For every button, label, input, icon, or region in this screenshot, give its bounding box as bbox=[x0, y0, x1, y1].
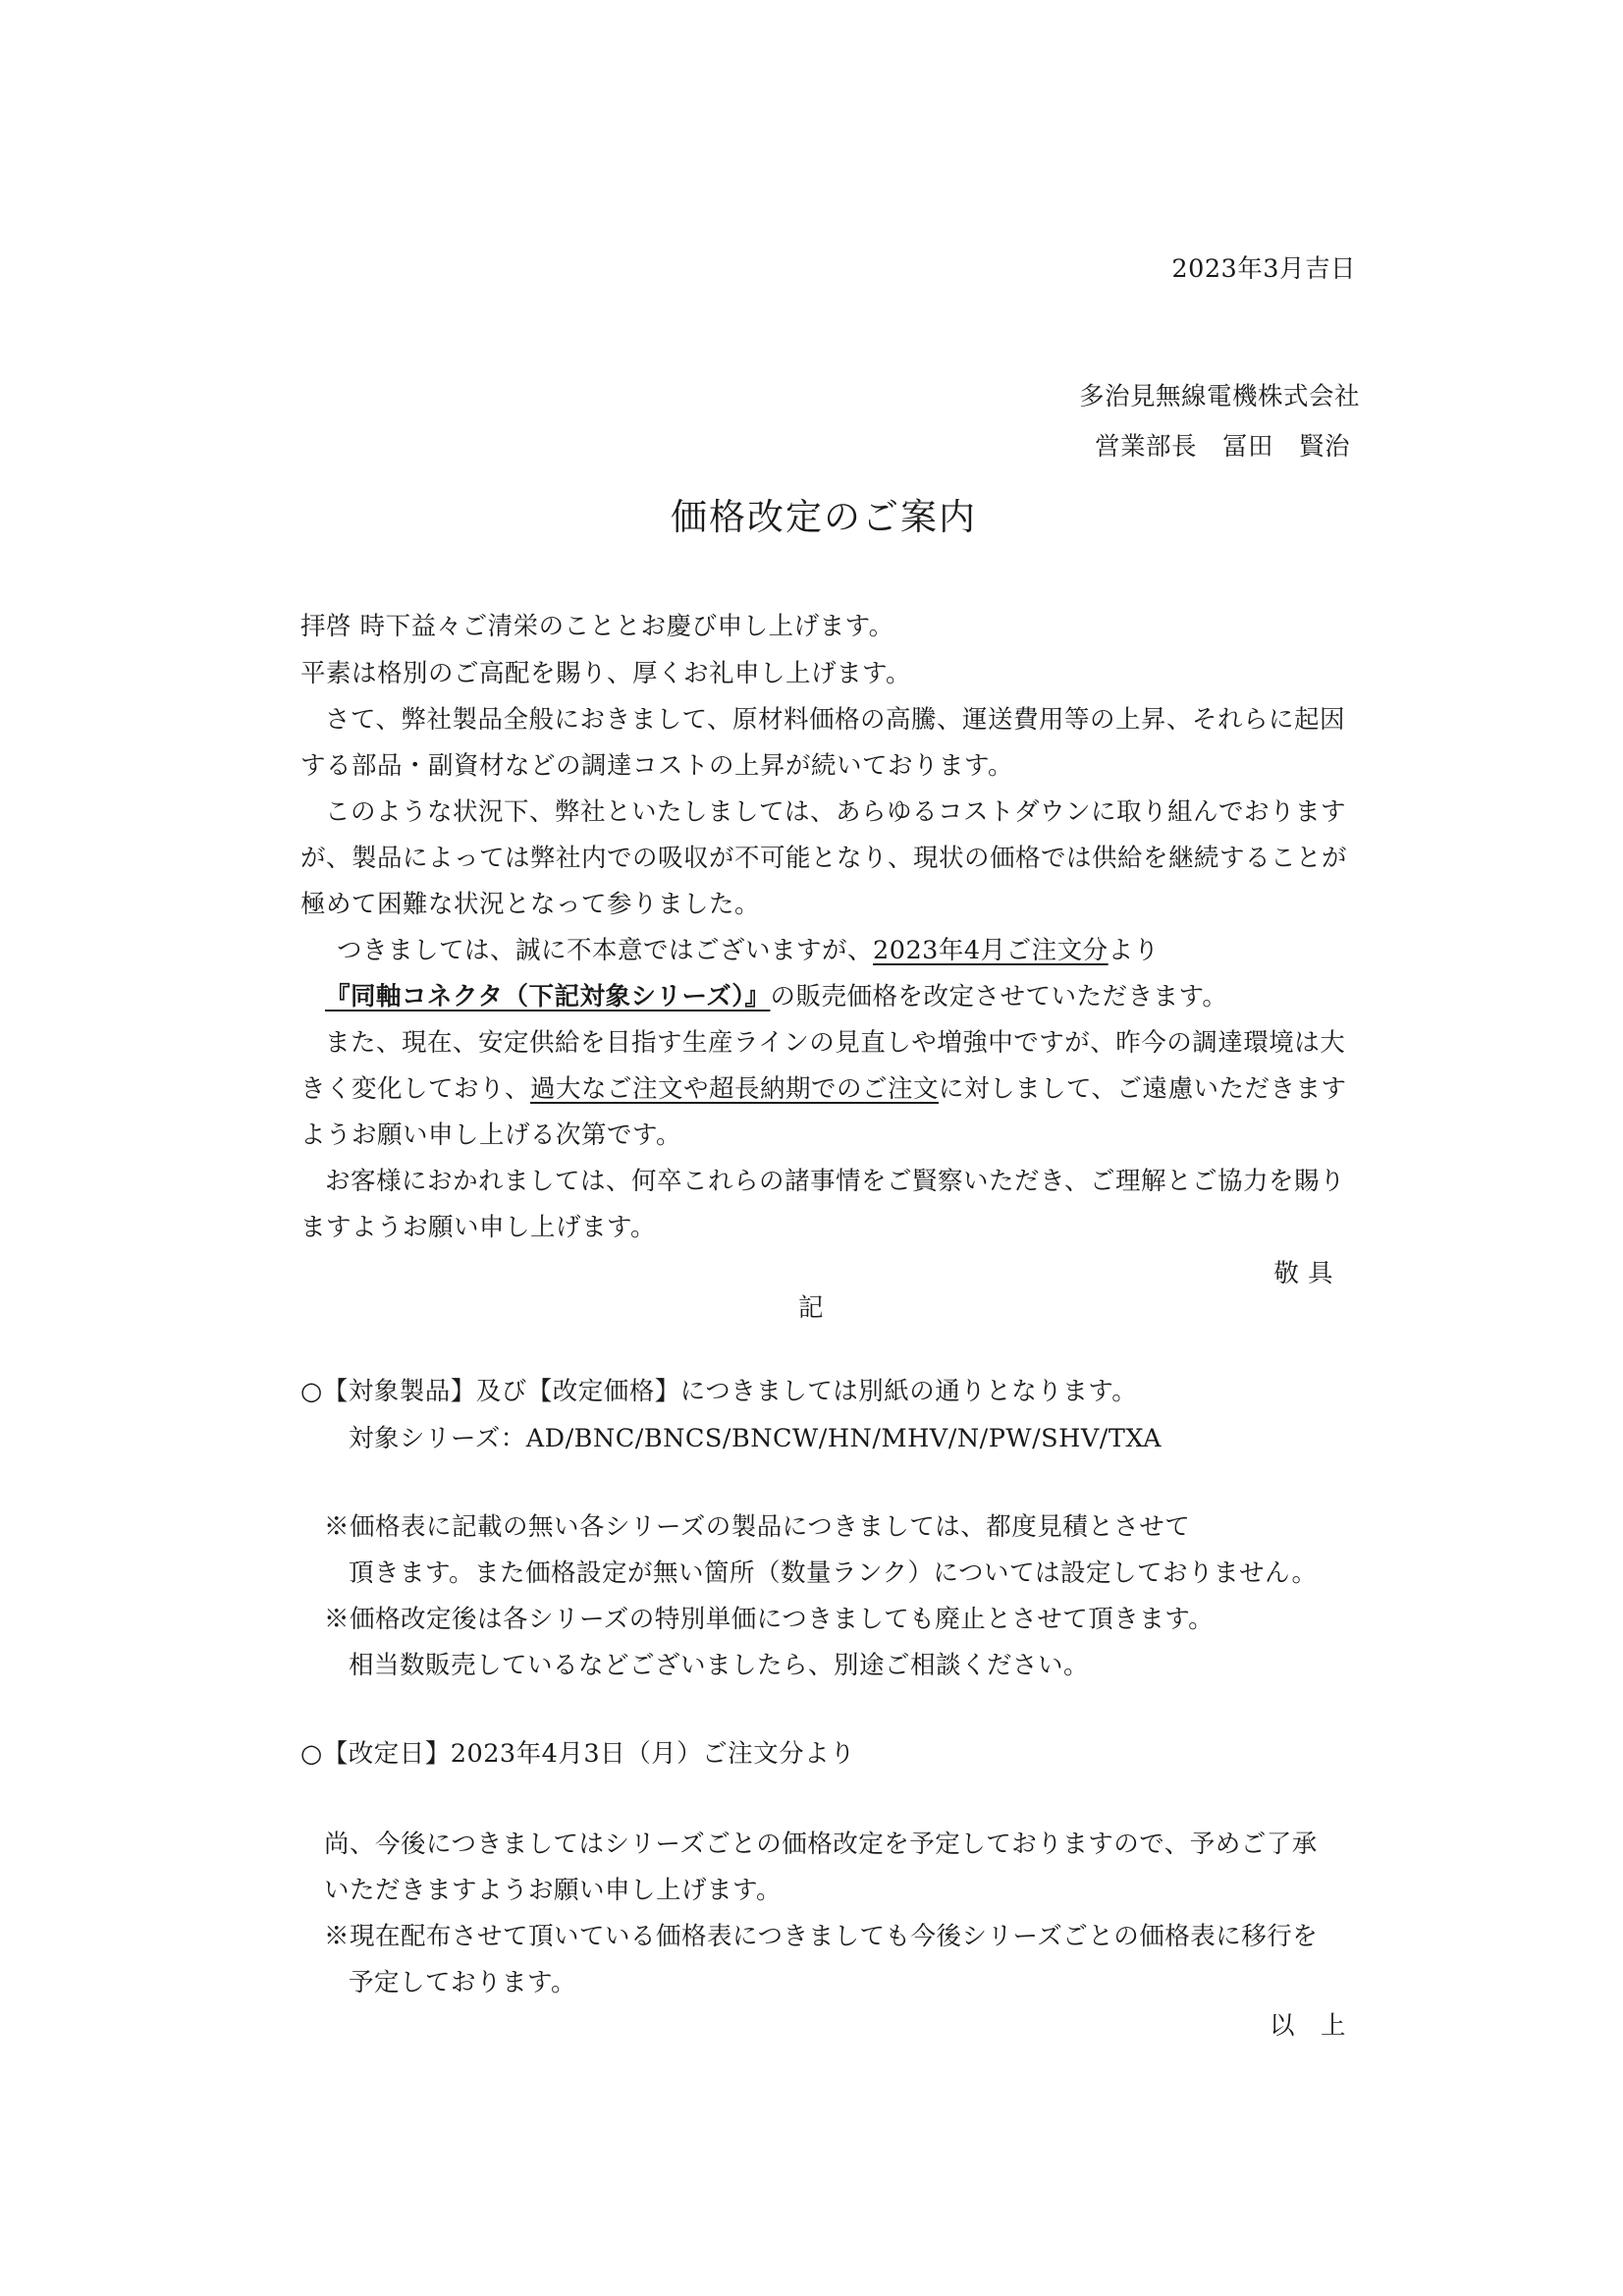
final-line: ※現在配布させて頂いている価格表につきましても今後シリーズごとの価格表に移行を bbox=[324, 1922, 1319, 1951]
body-text: に対しまして、ご遠慮いただきます bbox=[939, 1074, 1347, 1104]
final-line: いただきますようお願い申し上げます。 bbox=[324, 1876, 782, 1905]
underlined-order-note: 過大なご注文や超長納期でのご注文 bbox=[530, 1074, 940, 1104]
body-line: さて、弊社製品全般におきまして、原材料価格の高騰、運送費用等の上昇、それらに起因 bbox=[325, 705, 1345, 735]
body-line bbox=[325, 982, 1228, 1011]
body-line: 極めて困難な状況となって参りました。 bbox=[300, 890, 761, 919]
section-line: ○【対象製品】及び【改定価格】につきましては別紙の通りとなります。 bbox=[300, 1377, 1138, 1406]
section-revision-date: ○【改定日】2023年4月3日（月）ご注文分より bbox=[300, 1739, 856, 1769]
body-text: の販売価格を改定させていただきます。 bbox=[770, 982, 1228, 1011]
body-line: ようお願い申し上げる次第です。 bbox=[300, 1121, 681, 1150]
body-line bbox=[300, 1074, 1347, 1104]
ki-heading: 記 bbox=[798, 1293, 825, 1323]
body-text: きく変化しており、 bbox=[300, 1074, 531, 1104]
body-line: する部品・副資材などの調達コストの上昇が続いております。 bbox=[300, 751, 1013, 781]
final-line: 尚、今後につきましてはシリーズごとの価格改定を予定しておりますので、予めご了承 bbox=[324, 1830, 1318, 1859]
note-line: ※価格表に記載の無い各シリーズの製品につきましては、都度見積とさせて bbox=[324, 1512, 1191, 1542]
note-line: 頂きます。また価格設定が無い箇所（数量ランク）については設定しておりません。 bbox=[349, 1558, 1318, 1588]
body-line: 拝啓 時下益々ご清栄のこととお慶び申し上げます。 bbox=[300, 612, 894, 641]
body-line bbox=[337, 936, 1160, 965]
note-line: ※価格改定後は各シリーズの特別単価につきましても廃止とさせて頂きます。 bbox=[324, 1605, 1215, 1634]
underlined-order-date: 2023年4月ご注文分 bbox=[873, 936, 1109, 965]
body-line: また、現在、安定供給を目指す生産ラインの見直しや増強中ですが、昨今の調達環境は大 bbox=[325, 1028, 1346, 1058]
closing-word: 敬 具 bbox=[1273, 1259, 1333, 1288]
body-line: ますようお願い申し上げます。 bbox=[300, 1213, 656, 1242]
body-line: このような状況下、弊社といたしましては、あらゆるコストダウンに取り組んでおります bbox=[325, 797, 1347, 827]
note-line: 相当数販売しているなどございましたら、別途ご相談ください。 bbox=[349, 1651, 1090, 1680]
end-mark: 以 上 bbox=[1269, 2011, 1346, 2041]
body-line: お客様におかれましては、何卒これらの諸事情をご賢察いただき、ご理解とご協力を賜り bbox=[325, 1167, 1345, 1196]
company-name: 多治見無線電機株式会社 bbox=[1078, 382, 1360, 411]
body-text: つきましては、誠に不本意ではございますが、 bbox=[337, 936, 874, 965]
body-line: が、製品によっては弊社内での吸収が不可能となり、現状の価格では供給を継続することが bbox=[300, 844, 1348, 873]
body-line: 平素は格別のご高配を賜り、厚くお礼申し上げます。 bbox=[300, 659, 911, 688]
body-text: より bbox=[1108, 936, 1160, 965]
underlined-product-name: 『同軸コネクタ（下記対象シリーズ）』 bbox=[325, 982, 771, 1011]
sender-name: 営業部長 冨田 賢治 bbox=[1094, 432, 1350, 462]
page-title: 価格改定のご案内 bbox=[671, 496, 977, 538]
target-series: 対象シリーズ：AD/BNC/BNCS/BNCW/HN/MHV/N/PW/SHV/TXA bbox=[349, 1424, 1163, 1453]
letter-date: 2023年3月吉日 bbox=[1171, 254, 1356, 284]
final-line: 予定しております。 bbox=[349, 1968, 576, 1997]
